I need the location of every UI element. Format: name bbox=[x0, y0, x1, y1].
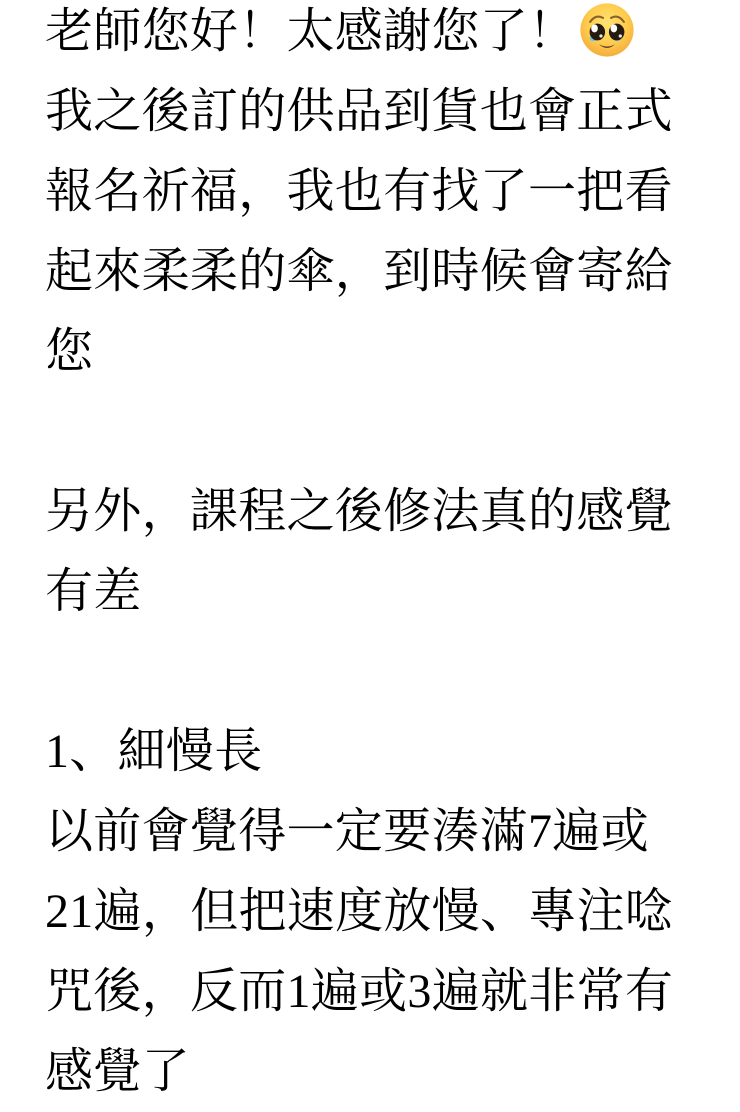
paragraph-point-1 bbox=[45, 712, 720, 1112]
text-line: 咒後，反而1遍或3遍就非常有 bbox=[45, 965, 674, 1018]
text-line: 另外，課程之後修法真的感覺 bbox=[45, 485, 673, 538]
text-line: 報名祈福，我也有找了一把看 bbox=[45, 165, 673, 218]
text-line: 21遍，但把速度放慢、專注唸 bbox=[45, 885, 674, 938]
greeting-text: 老師您好！太感謝您了！ bbox=[45, 5, 577, 58]
text-line: 有差 bbox=[45, 565, 142, 618]
text-line: 您 bbox=[45, 325, 94, 378]
text-line: 起來柔柔的傘，到時候會寄給 bbox=[45, 245, 673, 298]
text-line: 感覺了 bbox=[45, 1045, 190, 1098]
text-line: 我之後訂的供品到貨也會正式 bbox=[45, 85, 673, 138]
paragraph-course-remark bbox=[45, 472, 720, 632]
text-line bbox=[45, 0, 720, 72]
text-line: 以前會覺得一定要湊滿7遍或 bbox=[45, 805, 649, 858]
face-holding-back-tears-emoji bbox=[578, 1, 636, 59]
paragraph-greeting bbox=[45, 0, 720, 392]
text-line: 1、細慢長 bbox=[45, 725, 263, 778]
